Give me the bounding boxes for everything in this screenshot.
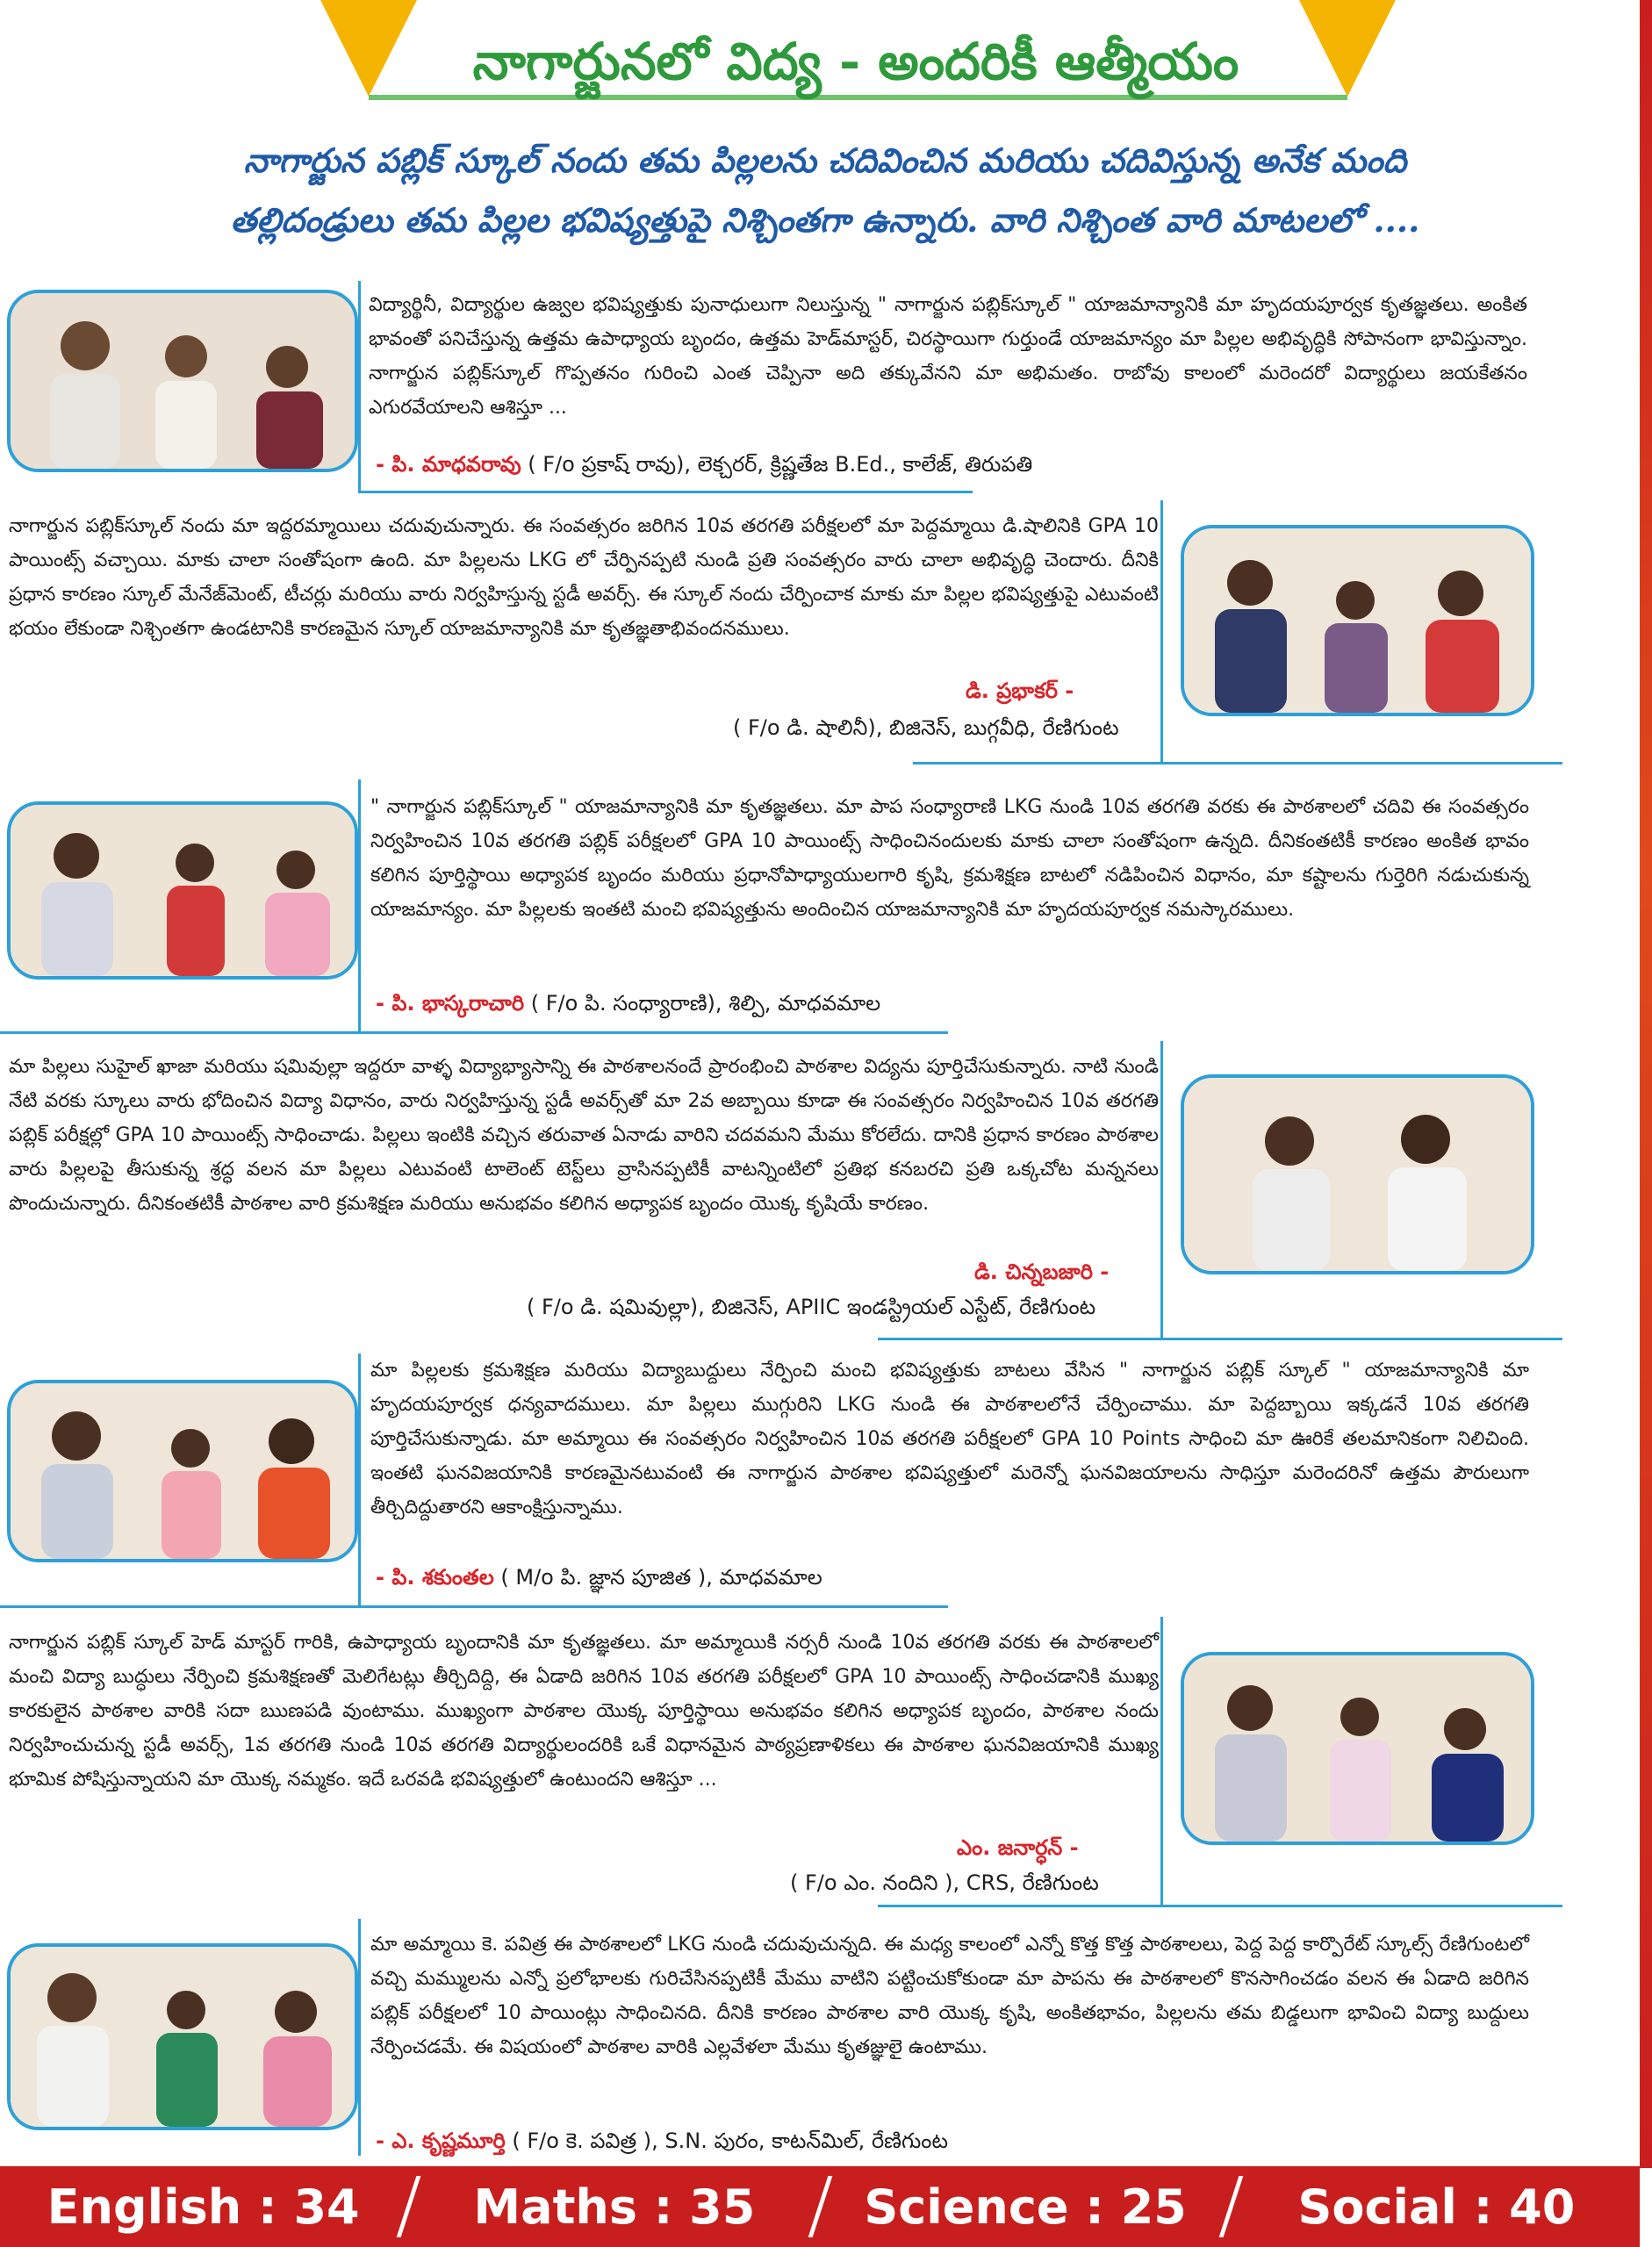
family-photo-6-figures xyxy=(1184,1655,1531,1841)
family-photo-5 xyxy=(7,1380,358,1562)
testimonial-1 xyxy=(0,281,1640,493)
testimonial-2 xyxy=(0,509,1640,764)
testimonial-text: మా పిల్లలకు క్రమశిక్షణ మరియు విద్యాబుద్దులు నేర్పించి మంచి భవిష్యత్తుకు బాటలు వేసిన " నాగార్జున పబ్లిక్ స్కూల్ " యాజమాన్యానికి మా హృదయపూర్వక ధన్యవాదములు. మా పిల్లలు ముగ్గురిని LKG నుండి ఈ పాఠశాలలోనే చేర్పించాము. మా పెద్దబ్బాయి ఇక్కడనే 10వ తరగతి పూర్తిచేసుకున్నాడు. మా అమ్మాయి ఈ సంవత్సరం నిర్వహించిన 10వ తరగతి పరీక్షలలో GPA 10 Points సాధించి మా ఊరికే తలమానికంగా నిలిచింది. ఇంతటి ఘనవిజయానికి కారణమైనటువంటి ఈ నాగార్జున పాఠశాల భవిష్యత్తులో మరెన్నో ఘనవిజయాలను సాధిస్తూ మరెందరినో ఉత్తమ పౌరులుగా తీర్చిదిద్దుతారని ఆకాంక్షిస్తున్నాము. xyxy=(370,1360,1529,1518)
divider-vertical xyxy=(1160,1617,1163,1906)
right-edge-stripe xyxy=(1640,0,1652,2168)
signer-name: డి. ప్రభాకర్ - xyxy=(966,678,1074,703)
divider-vertical xyxy=(358,1919,361,2156)
divider-horizontal xyxy=(0,1031,948,1034)
testimonial-text: మా పిల్లలు సుహైల్ ఖాజా మరియు షమివుల్లా ఇద్దరూ వాళ్ళ విద్యాభ్యాసాన్ని ఈ పాఠశాలనందే ప్రారంభించి పాఠశాల విద్యను పూర్తిచేసుకున్నారు. నాటి నుండి నేటి వరకు స్కూలు వారు భోదించిన విద్యా విధానం, వారు నిర్వహిస్తున్న స్టడీ అవర్స్‌తో మా 2వ అబ్బాయి కూడా ఈ సంవత్సరం నిర్వహించిన 10వ తరగతి పబ్లిక్ పరీక్షల్లో GPA 10 పాయింట్స్ సాధించాడు. పిల్లలు ఇంటికి వచ్చిన తరువాత ఏనాడు వారిని చదవమని మేము కోరలేదు. దానికి ప్రధాన కారణం పాఠశాల వారు పిల్లలపై తీసుకున్న శ్రద్ధ వలన మా పిల్లలు ఎటువంటి టాలెంట్ టెస్ట్‌లు వ్రాసినప్పటికీ వాటన్నింటిలో ప్రతిభ కనబరచి ప్రతి ఒక్కచోట మన్ననలు పొందుచున్నారు. దీనికంతటికీ పాఠశాల వారి క్రమశిక్షణ మరియు అనుభవం కలిగిన అధ్యాపక బృందం యొక్క కృషియే కారణం. xyxy=(9,1056,1159,1215)
family-photo-7-figures xyxy=(11,1947,355,2127)
divider-horizontal xyxy=(358,491,973,493)
signer-name: - పి. శకుంతల xyxy=(376,1565,494,1590)
divider-horizontal xyxy=(878,1905,1562,1907)
signer-detail: ( F/o ప్రకాష్ రావు), లెక్చరర్, క్రిష్ణతేజ B.Ed., కాలేజ్, తిరుపతి xyxy=(521,452,1033,477)
family-photo-1 xyxy=(7,290,358,472)
testimonial-text: నాగార్జున పబ్లిక్‌స్కూల్ నందు మా ఇద్దరమ్మాయిలు చదువుచున్నారు. ఈ సంవత్సరం జరిగిన 10వ తరగతి పరీక్షలలో మా పెద్దమ్మాయి డి.షాలినికి GPA 10 పాయింట్స్ వచ్చాయి. మాకు చాలా సంతోషంగా ఉంది. మా పిల్లలను LKG లో చేర్పినప్పటి నుండి ప్రతి సంవత్సరం వారు చాలా అభివృద్ధి చెందారు. దీనికి ప్రధాన కారణం స్కూల్ మేనేజ్‌మెంట్, టీచర్లు మరియు వారు నిర్వహిస్తున్న స్టడీ అవర్స్. ఈ స్కూల్ నందు చేర్పించాక మాకు మా పిల్లల భవిష్యత్తుపై ఎటువంటి భయం లేకుండా నిశ్చింతగా ఉండటానికి కారణమైన స్కూల్ యాజమాన్యానికి మా కృతజ్ఞతాభివందనములు. xyxy=(9,515,1159,640)
divider-horizontal xyxy=(913,762,1562,765)
testimonial-text: మా అమ్మాయి కె. పవిత్ర ఈ పాఠశాలలో LKG నుండి చదువుచున్నది. ఈ మధ్య కాలంలో ఎన్నో కొత్త కొత్త పాఠశాలలు, పెద్ద పెద్ద కార్పొరేట్ స్కూల్స్ రేణిగుంటలో వచ్చి మమ్ములను ఎన్నో ప్రలోభాలకు గురిచేసినప్పటికీ మేము వాటిని పట్టించుకోకుండా మా పాపను ఈ పాఠశాలలో కొనసాగించడం వలన ఈ ఏడాది జరిగిన పబ్లిక్ పరీక్షలలో 10 పాయింట్లు సాధించినది. దీనికి కారణం పాఠశాల వారి యొక్క కృషి, అంకితభావం, పిల్లలను తమ బిడ్డలుగా భావించి విద్యా బుద్దులు నేర్పించడమే. ఈ విషయంలో పాఠశాల వారికి ఎల్లవేళలా మేము కృతజ్ఞులై ఉంటాము. xyxy=(370,1934,1529,2058)
family-photo-6 xyxy=(1181,1652,1534,1845)
divider-vertical xyxy=(1160,1041,1163,1339)
testimonial-3 xyxy=(0,779,1640,1034)
family-photo-4 xyxy=(1181,1074,1534,1274)
signer-detail: ( M/o పి. జ్ఞాన పూజిత ), మాధవమాల xyxy=(493,1565,822,1590)
social-marks: Social : 40 xyxy=(1297,2179,1576,2235)
testimonial-text: " నాగార్జున పబ్లిక్‌స్కూల్ " యాజమాన్యానికి మా కృతజ్ఞతలు. మా పాప సంధ్యారాణి LKG నుండి 10వ తరగతి వరకు ఈ పాఠశాలలో చదివి ఈ సంవత్సరం నిర్వహించిన 10వ తరగతి పబ్లిక్ పరీక్షలలో GPA 10 పాయింట్స్ సాధించినందులకు మాకు చాలా సంతోషంగా ఉన్నది. దీనికంతటికీ కారణం అంకిత భావం కలిగిన పూర్తిస్థాయి అధ్యాపక బృందం మరియు ప్రధానోపాధ్యాయులగారి కృషి, క్రమశిక్షణ బాటలో నడిపించిన విధానం, మా కష్టాలను గుర్తెరిగి నడుచుకున్న యాజమాన్యం. మా పిల్లలకు ఇంతటి మంచి భవిష్యత్తును అందించిన యాజమాన్యానికి మా హృదయపూర్వక నమస్కారములు. xyxy=(370,796,1529,921)
intro-line-1: నాగార్జున పబ్లిక్ స్కూల్ నందు తమ పిల్లలను చదివించిన మరియు చదివిస్తున్న అనేక మంది xyxy=(243,140,1407,180)
family-photo-2-figures xyxy=(1184,528,1531,713)
testimonial-signature xyxy=(376,2126,948,2156)
signer-name: - పి. భాస్కరాచారి xyxy=(376,991,525,1016)
page-title: నాగార్జునలో విద్య - అందరికీ ఆత్మీయం xyxy=(472,32,1239,91)
signer-name: - పి. మాధవరావు xyxy=(376,452,521,477)
testimonial-signature xyxy=(376,988,880,1018)
family-photo-1-figures xyxy=(11,293,355,469)
divider-vertical xyxy=(358,779,361,1034)
signer-detail: ( F/o ఎం. నందిని ), CRS, రేణిగుంట xyxy=(790,1870,1099,1895)
signer-name: - ఎ. కృష్ణమూర్తి xyxy=(376,2129,506,2153)
testimonial-5 xyxy=(0,1353,1640,1608)
subject-marks-footer xyxy=(0,2166,1640,2247)
family-photo-4-figures xyxy=(1184,1078,1531,1271)
testimonial-6 xyxy=(0,1626,1640,1906)
testimonial-signature xyxy=(376,449,1032,479)
signer-detail: ( F/o పి. సంధ్యారాణి), శిల్పి, మాధవమాల xyxy=(524,991,881,1016)
testimonial-text: విద్యార్థినీ, విద్యార్థుల ఉజ్వల భవిష్యత్తుకు పునాధులుగా నిలుస్తున్న " నాగార్జున పబ్లిక్‌స్కూల్ " యాజమాన్యానికి మా హృదయపూర్వక కృతజ్ఞతలు. అంకిత భావంతో పనిచేస్తున్న ఉత్తమ ఉపాధ్యాయ బృందం, ఉత్తమ హెడ్‌మాస్టర్, చిరస్థాయిగా గుర్తుండే యాజమాన్యం మా పిల్లల అభివృద్ధికి సోపానంగా భావిస్తున్నాం. నాగార్జున పబ్లిక్‌స్కూల్ గొప్పతనం గురించి ఎంత చెప్పినా అది తక్కువేనని మా అభిమతం. రాబోవు కాలంలో మరెందరో విద్యార్థులు జయకేతనం ఎగురవేయాలని ఆశిస్తూ ... xyxy=(369,294,1527,419)
signer-name: ఎం. జనార్ధన్ - xyxy=(957,1835,1079,1860)
family-photo-3-figures xyxy=(11,805,355,976)
family-photo-7 xyxy=(7,1943,358,2130)
testimonial-signature xyxy=(376,1562,822,1592)
family-photo-3 xyxy=(7,801,358,980)
science-marks: Science : 25 xyxy=(864,2179,1187,2235)
testimonial-4 xyxy=(0,1050,1640,1339)
divider-horizontal xyxy=(0,1605,948,1608)
signer-detail: ( F/o డి. షమివుల్లా), బిజినెస్, APIIC ఇండస్ట్రియల్ ఎస్టేట్, రేణిగుంట xyxy=(527,1295,1096,1319)
divider-vertical xyxy=(1160,500,1163,764)
intro-line-2: తల్లిదండ్రులు తమ పిల్లల భవిష్యత్తుపై నిశ్చింతగా ఉన్నారు. వారి నిశ్చింత వారి మాటలలో .... xyxy=(230,200,1420,240)
signer-name: డి. చిన్నబజారి - xyxy=(974,1260,1110,1284)
signer-detail: ( F/o డి. షాలినీ), బిజినెస్, బుగ్గవీధి, రేణిగుంట xyxy=(733,715,1119,740)
divider-vertical xyxy=(358,1353,361,1608)
signer-detail: ( F/o కె. పవిత్ర ), S.N. పురం, కాటన్‌మిల్, రేణిగుంట xyxy=(505,2129,948,2153)
maths-marks: Maths : 35 xyxy=(473,2179,756,2235)
family-photo-2 xyxy=(1181,525,1534,716)
testimonial-text: నాగార్జున పబ్లిక్ స్కూల్ హెడ్ మాస్టర్ గారికి, ఉపాధ్యాయ బృందానికి మా కృతజ్ఞతలు. మా అమ్మాయికి నర్సరీ నుండి 10వ తరగతి వరకు ఈ పాఠశాలలో మంచి విద్యా బుద్ధులు నేర్పించి క్రమశిక్షణతో మెలిగేటట్లు తీర్చిదిద్ది, ఈ ఏడాది జరిగిన 10వ తరగతి పరీక్షలలో GPA 10 పాయింట్స్ సాధించడానికి ముఖ్య కారకులైన పాఠశాల వారికి సదా ఋణపడి వుంటాము. ముఖ్యంగా పాఠశాల యొక్క పూర్తిస్థాయి అనుభవం కలిగిన అధ్యాపక బృందం, పాఠశాల నందు నిర్వహించుచున్న స్టడీ అవర్స్, 1వ తరగతి నుండి 10వ తరగతి విద్యార్థులందరికి ఒకే విధానమైన పాఠ్యప్రణాళికలు ఈ పాఠశాల ఘనవిజయానికి ముఖ్య భూమిక పోషిస్తున్నాయని మా యొక్క నమ్మకం. ఇదే ఒరవడి భవిష్యత్తులో ఉంటుందని ఆశిస్తూ ... xyxy=(9,1632,1159,1791)
divider-horizontal xyxy=(878,1338,1562,1340)
divider-vertical xyxy=(358,281,361,493)
family-photo-5-figures xyxy=(11,1383,355,1559)
page-header xyxy=(0,0,1640,132)
english-marks: English : 34 xyxy=(47,2179,360,2235)
testimonial-7 xyxy=(0,1919,1640,2156)
